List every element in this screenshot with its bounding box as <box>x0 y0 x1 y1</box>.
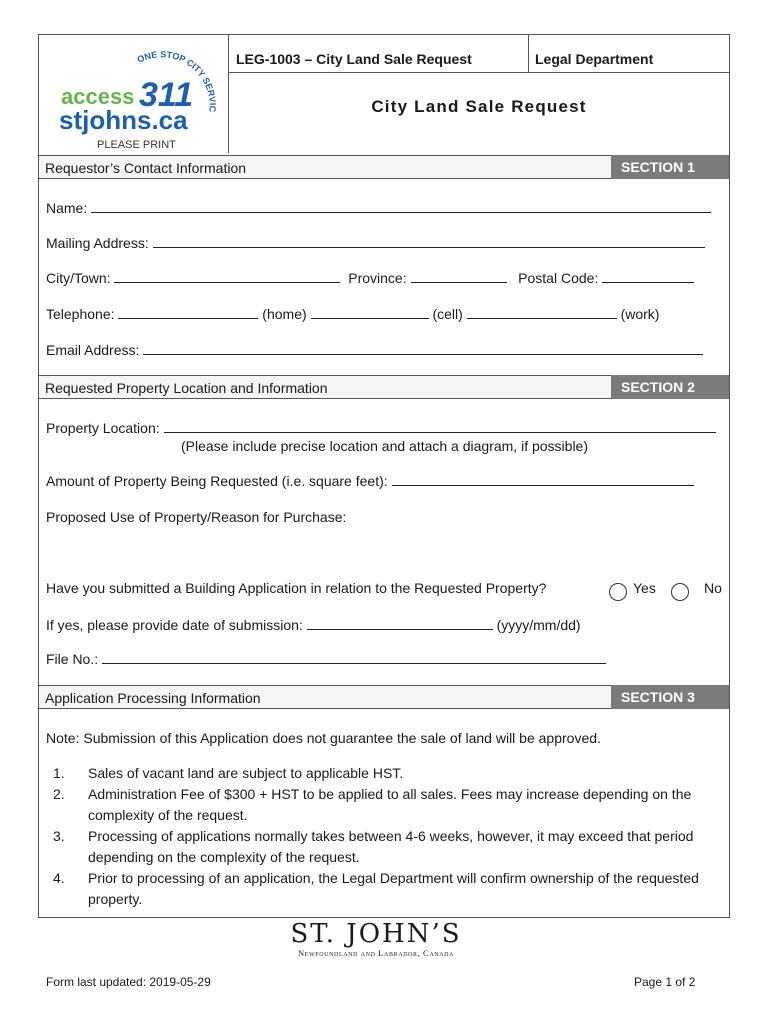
section1-tag: SECTION 1 <box>611 155 729 179</box>
section2-tag: SECTION 2 <box>611 375 729 399</box>
file-no-row <box>46 651 606 667</box>
section3-header <box>39 685 729 709</box>
no-radio[interactable] <box>671 583 689 601</box>
cell-label: (cell) <box>432 306 463 322</box>
form-updated-date: Form last updated: 2019-05-29 <box>46 975 211 989</box>
name-field[interactable] <box>91 200 711 213</box>
page-number: Page 1 of 2 <box>634 975 696 989</box>
property-location-hint: (Please include precise location and attach a diagram, if possible) <box>181 438 589 454</box>
mailing-row <box>46 235 705 251</box>
file-no-label: File No.: <box>46 651 99 667</box>
file-no-field[interactable] <box>102 651 606 664</box>
st-johns-subtitle: Newfoundland and Labrador, Canada <box>298 948 454 958</box>
city-field[interactable] <box>114 270 340 283</box>
province-field[interactable] <box>411 270 507 283</box>
name-label: Name: <box>46 200 88 216</box>
work-label: (work) <box>620 306 660 322</box>
phone-cell-field[interactable] <box>311 306 429 319</box>
yes-radio[interactable] <box>609 583 627 601</box>
list-item-number: 2. <box>53 786 65 802</box>
section3-tag: SECTION 3 <box>611 685 729 709</box>
list-item-text: Prior to processing of an application, the Legal Department will confirm ownership of the requested property. <box>88 870 699 907</box>
form-id: LEG-1003 – City Land Sale Request <box>228 35 529 73</box>
logo-access-text: access <box>61 84 135 109</box>
postal-label: Postal Code: <box>518 270 599 286</box>
section2-label: Requested Property Location and Information <box>45 380 328 396</box>
list-item-number: 3. <box>53 828 65 844</box>
amount-field[interactable] <box>392 473 694 486</box>
submission-date-field[interactable] <box>307 617 493 630</box>
list-item-text: Sales of vacant land are subject to applicable HST. <box>88 765 404 781</box>
email-row <box>46 342 703 358</box>
telephone-label: Telephone: <box>46 306 115 322</box>
page-title: City Land Sale Request <box>371 97 587 116</box>
amount-label: Amount of Property Being Requested (i.e. square feet): <box>46 473 388 489</box>
st-johns-logo <box>276 920 476 964</box>
st-johns-name: ST. JOHN’S <box>290 919 462 949</box>
phone-home-field[interactable] <box>118 306 258 319</box>
home-label: (home) <box>262 306 307 322</box>
list-item-text: Administration Fee of $300 + HST to be applied to all sales. Fees may increase depending on the complexity of the request. <box>88 786 692 823</box>
submission-date-row <box>46 617 581 633</box>
note-text: Note: Submission of this Application does not guarantee the sale of land will be approved. <box>46 730 601 746</box>
city-label: City/Town: <box>46 270 111 286</box>
phone-work-field[interactable] <box>467 306 617 319</box>
name-row <box>46 200 711 216</box>
proposed-use-field[interactable] <box>46 529 722 569</box>
section3-label: Application Processing Information <box>45 690 261 706</box>
email-field[interactable] <box>143 342 703 355</box>
property-location-label: Property Location: <box>46 420 160 436</box>
province-label: Province: <box>348 270 407 286</box>
property-location-field[interactable] <box>164 420 716 433</box>
access311-logo <box>39 35 229 153</box>
building-app-question: Have you submitted a Building Application in relation to the Requested Property? <box>46 580 547 596</box>
proposed-use-label: Proposed Use of Property/Reason for Purchase: <box>46 509 347 525</box>
mailing-address-field[interactable] <box>153 235 705 248</box>
section2-header <box>39 375 729 399</box>
logo-arc-text: ONE STOP CITY SERVIC <box>135 49 218 113</box>
mailing-label: Mailing Address: <box>46 235 149 251</box>
date-format-label: (yyyy/mm/dd) <box>496 617 581 633</box>
telephone-row <box>46 306 659 322</box>
city-row <box>46 270 694 286</box>
list-item-number: 4. <box>53 870 65 886</box>
property-location-row <box>46 420 716 436</box>
access311-logo-graphic <box>39 35 228 135</box>
logo-stjohns-text: stjohns.ca <box>59 105 188 135</box>
email-label: Email Address: <box>46 342 140 358</box>
no-label: No <box>704 580 722 596</box>
yes-label: Yes <box>633 580 656 596</box>
form-frame <box>38 34 730 918</box>
submission-date-label: If yes, please provide date of submission: <box>46 617 303 633</box>
list-item-number: 1. <box>53 765 65 781</box>
please-print-label: PLEASE PRINT <box>97 139 176 151</box>
list-item-text: Processing of applications normally takes between 4-6 weeks, however, it may exceed that period depending on the complexity of the request. <box>88 828 694 865</box>
postal-code-field[interactable] <box>602 270 694 283</box>
department-label: Legal Department <box>529 35 730 73</box>
section1-label: Requestor’s Contact Information <box>45 160 247 176</box>
logo-311-text: 311 <box>139 76 194 114</box>
amount-row <box>46 473 694 489</box>
section1-header <box>39 155 729 179</box>
